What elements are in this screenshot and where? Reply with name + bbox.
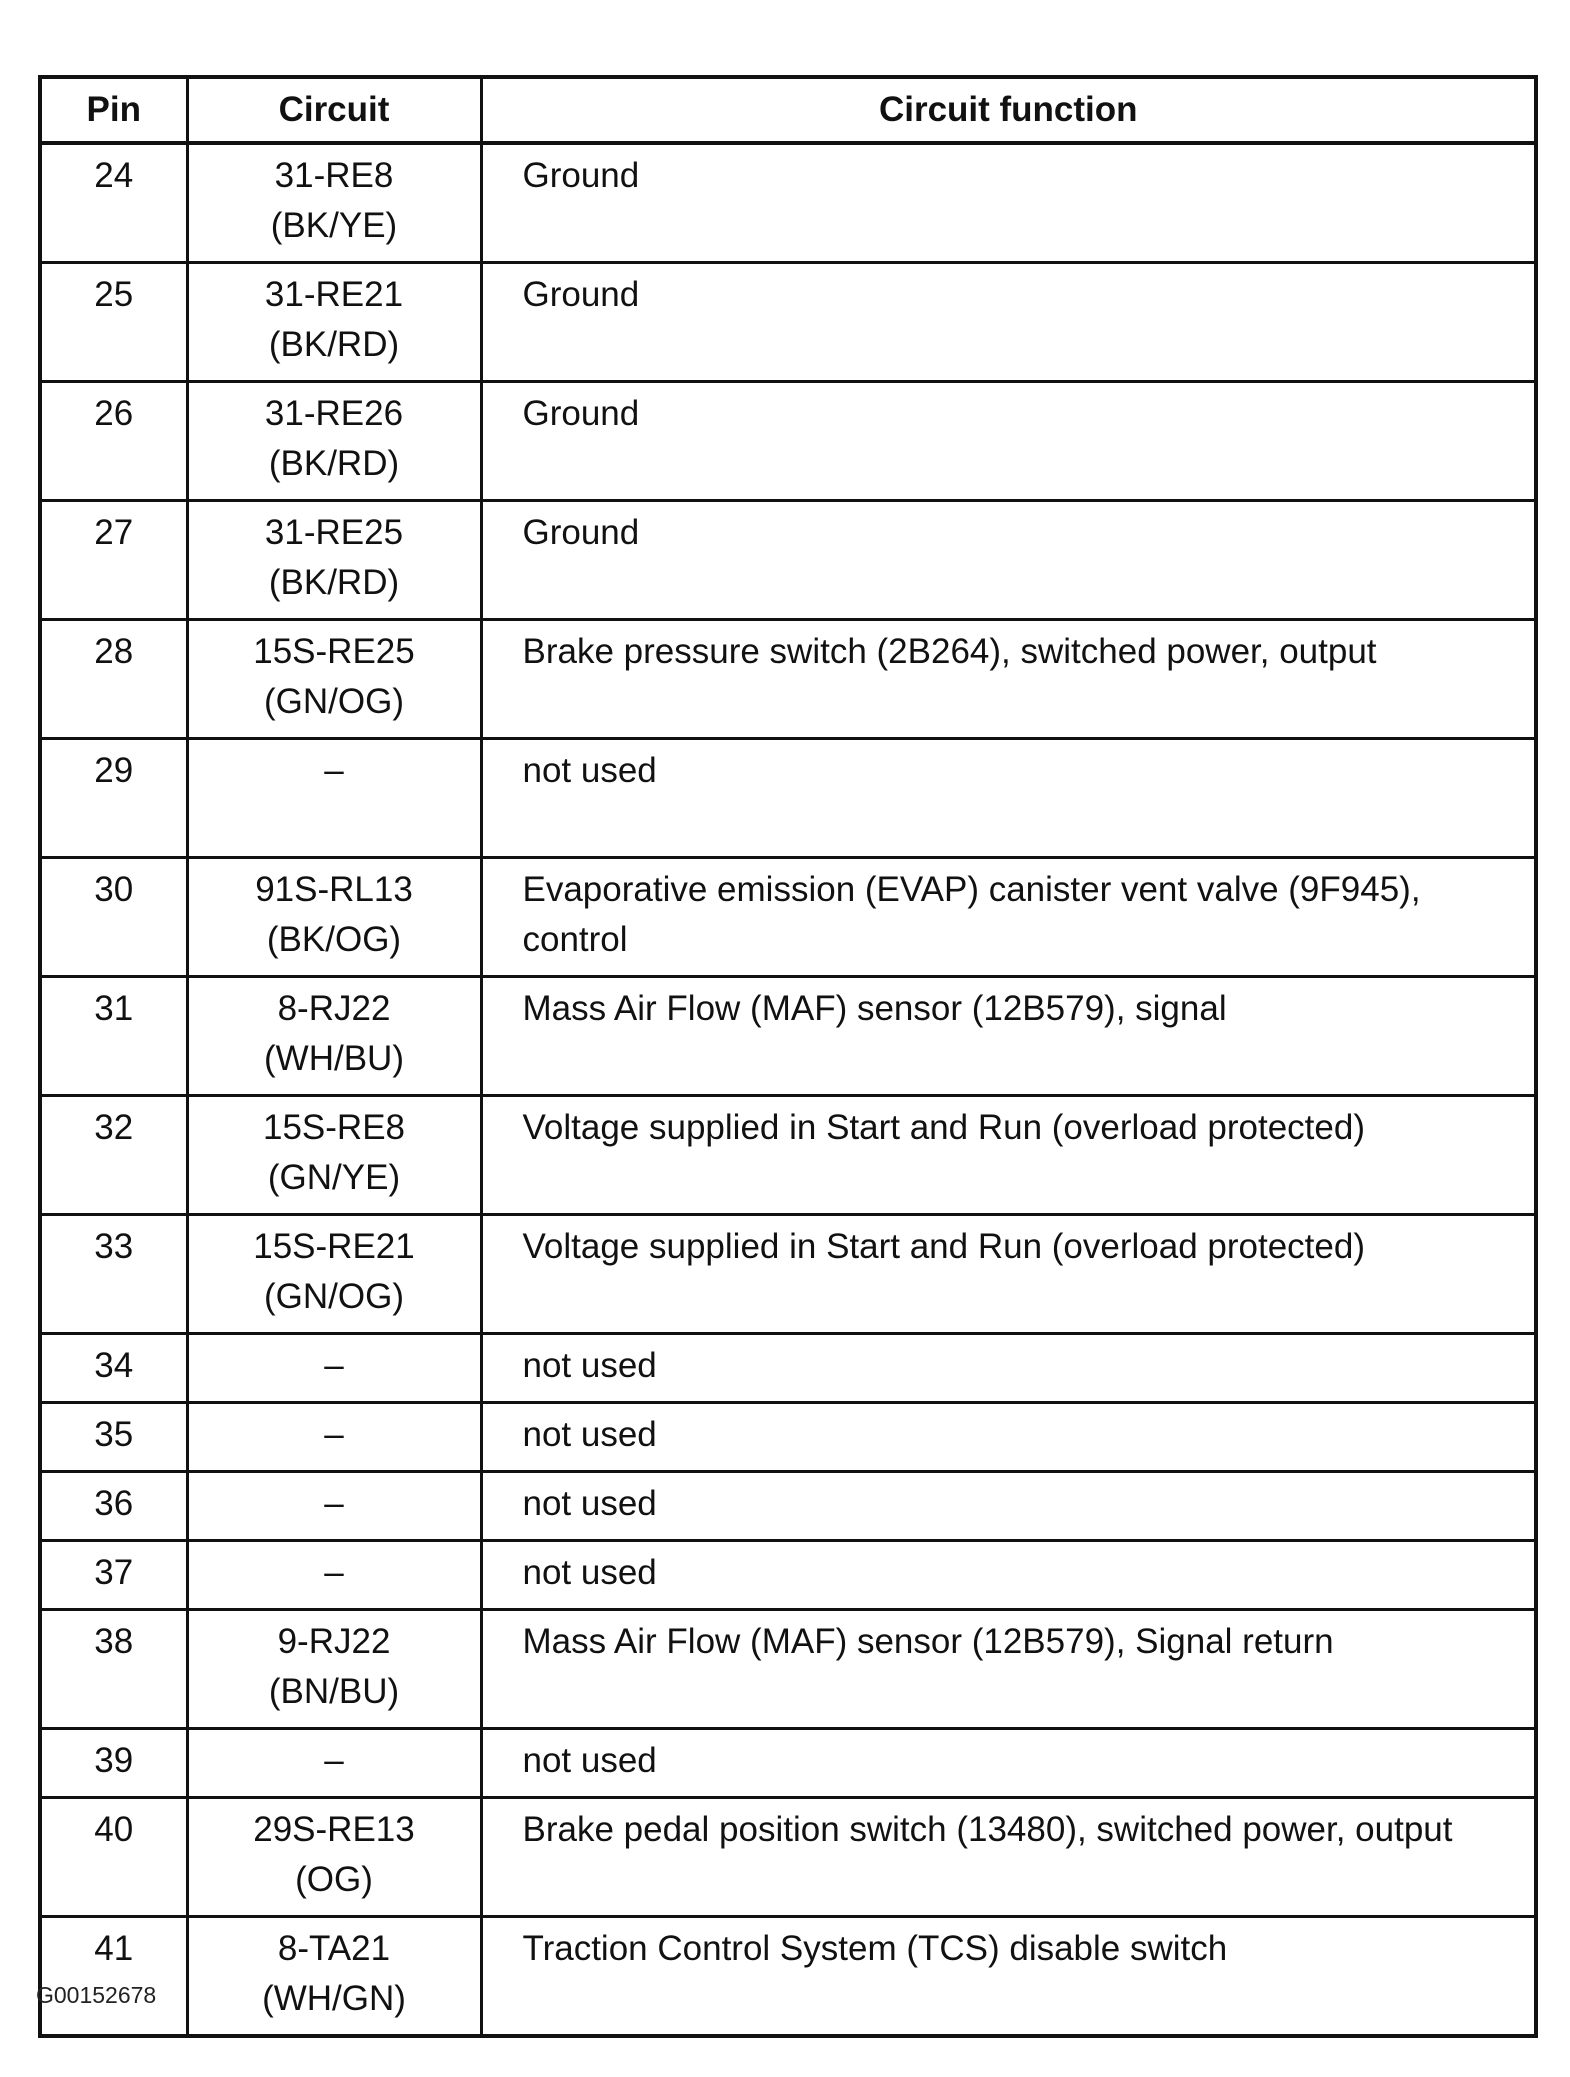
wire-color: (GN/YE) — [267, 1158, 401, 1197]
function-cell: Ground — [481, 263, 1536, 382]
table-row — [40, 1729, 1536, 1798]
table-row — [40, 620, 1536, 739]
function-cell: Ground — [481, 143, 1536, 263]
circuit-code: 15S-RE25 — [253, 632, 415, 671]
circuit-cell — [187, 1917, 481, 2037]
pin-cell: 36 — [40, 1472, 187, 1541]
table-row — [40, 858, 1536, 977]
circuit-code: 31-RE21 — [264, 275, 404, 314]
table-row — [40, 1096, 1536, 1215]
pin-cell: 33 — [40, 1215, 187, 1334]
circuit-cell — [187, 1472, 481, 1541]
table-row — [40, 1798, 1536, 1917]
pin-cell: 29 — [40, 739, 187, 858]
function-cell: Ground — [481, 501, 1536, 620]
circuit-cell — [187, 977, 481, 1096]
circuit-code: 8-RJ22 — [277, 989, 391, 1028]
function-cell: Mass Air Flow (MAF) sensor (12B579), Signal return — [481, 1610, 1536, 1729]
circuit-cell — [187, 1096, 481, 1215]
table-row — [40, 1541, 1536, 1610]
table-body — [40, 143, 1536, 2036]
circuit-code: 8-TA21 — [277, 1929, 391, 1968]
table-row — [40, 1334, 1536, 1403]
circuit-cell — [187, 501, 481, 620]
pin-cell: 25 — [40, 263, 187, 382]
pin-cell: 40 — [40, 1798, 187, 1917]
header-function: Circuit function — [481, 77, 1536, 143]
function-cell: Voltage supplied in Start and Run (overload protected) — [481, 1096, 1536, 1215]
wire-color: (BK/OG) — [266, 920, 402, 959]
function-cell: Voltage supplied in Start and Run (overload protected) — [481, 1215, 1536, 1334]
circuit-cell — [187, 263, 481, 382]
pin-cell: 41 — [40, 1917, 187, 2037]
pin-table — [38, 75, 1538, 2038]
wire-color: (BK/YE) — [270, 206, 398, 245]
circuit-cell — [187, 1541, 481, 1610]
wire-color: (BK/RD) — [268, 325, 400, 364]
circuit-code: – — [324, 1346, 344, 1385]
pin-cell: 24 — [40, 143, 187, 263]
header-pin: Pin — [40, 77, 187, 143]
function-cell: not used — [481, 1334, 1536, 1403]
table-row — [40, 739, 1536, 858]
table-row — [40, 263, 1536, 382]
table-row — [40, 501, 1536, 620]
function-cell: not used — [481, 1472, 1536, 1541]
pin-cell: 31 — [40, 977, 187, 1096]
wire-color: (OG) — [295, 1860, 373, 1899]
function-cell: Evaporative emission (EVAP) canister vent valve (9F945), control — [481, 858, 1536, 977]
circuit-cell — [187, 1729, 481, 1798]
circuit-code: 15S-RE8 — [262, 1108, 406, 1147]
circuit-code: 31-RE26 — [264, 394, 404, 433]
circuit-code: 9-RJ22 — [277, 1622, 391, 1661]
pin-cell: 38 — [40, 1610, 187, 1729]
circuit-cell — [187, 1798, 481, 1917]
pin-cell: 26 — [40, 382, 187, 501]
circuit-cell — [187, 620, 481, 739]
pin-cell: 30 — [40, 858, 187, 977]
circuit-cell — [187, 739, 481, 858]
function-cell: Traction Control System (TCS) disable switch — [481, 1917, 1536, 2037]
circuit-cell — [187, 858, 481, 977]
table-row — [40, 1610, 1536, 1729]
table-row — [40, 977, 1536, 1096]
function-cell: not used — [481, 739, 1536, 858]
circuit-cell — [187, 1610, 481, 1729]
circuit-code: – — [324, 1553, 344, 1592]
function-cell: Brake pedal position switch (13480), switched power, output — [481, 1798, 1536, 1917]
table-row — [40, 1917, 1536, 2037]
pin-cell: 37 — [40, 1541, 187, 1610]
wire-color: (BK/RD) — [268, 444, 400, 483]
pin-cell: 34 — [40, 1334, 187, 1403]
circuit-cell — [187, 143, 481, 263]
circuit-code: 91S-RL13 — [255, 870, 413, 909]
circuit-cell — [187, 1403, 481, 1472]
function-cell: Mass Air Flow (MAF) sensor (12B579), signal — [481, 977, 1536, 1096]
function-cell: Ground — [481, 382, 1536, 501]
wire-color: (BK/RD) — [268, 563, 400, 602]
header-row — [40, 77, 1536, 143]
table-row — [40, 1215, 1536, 1334]
wire-color: (BN/BU) — [268, 1672, 400, 1711]
figure-id: G00152678 — [36, 1982, 157, 2008]
wire-color: (WH/GN) — [262, 1979, 406, 2018]
function-cell: not used — [481, 1541, 1536, 1610]
circuit-code: 31-RE8 — [274, 156, 394, 195]
table-row — [40, 1472, 1536, 1541]
function-cell: not used — [481, 1403, 1536, 1472]
wire-color: (GN/OG) — [264, 1277, 404, 1316]
circuit-cell — [187, 382, 481, 501]
circuit-code: – — [324, 1415, 344, 1454]
circuit-code: 31-RE25 — [264, 513, 404, 552]
circuit-cell — [187, 1215, 481, 1334]
circuit-code: – — [324, 1741, 344, 1780]
function-cell: not used — [481, 1729, 1536, 1798]
wire-color: (GN/OG) — [264, 682, 404, 721]
pin-cell: 35 — [40, 1403, 187, 1472]
circuit-code: 29S-RE13 — [253, 1810, 415, 1849]
pin-cell: 27 — [40, 501, 187, 620]
circuit-code: – — [324, 1484, 344, 1523]
pin-cell: 39 — [40, 1729, 187, 1798]
wire-color: (WH/BU) — [264, 1039, 404, 1078]
table-row — [40, 1403, 1536, 1472]
circuit-code: – — [324, 751, 344, 790]
function-cell: Brake pressure switch (2B264), switched power, output — [481, 620, 1536, 739]
circuit-code: 15S-RE21 — [253, 1227, 415, 1266]
table-row — [40, 143, 1536, 263]
pin-cell: 28 — [40, 620, 187, 739]
pin-cell: 32 — [40, 1096, 187, 1215]
circuit-cell — [187, 1334, 481, 1403]
table-row — [40, 382, 1536, 501]
header-circuit: Circuit — [187, 77, 481, 143]
